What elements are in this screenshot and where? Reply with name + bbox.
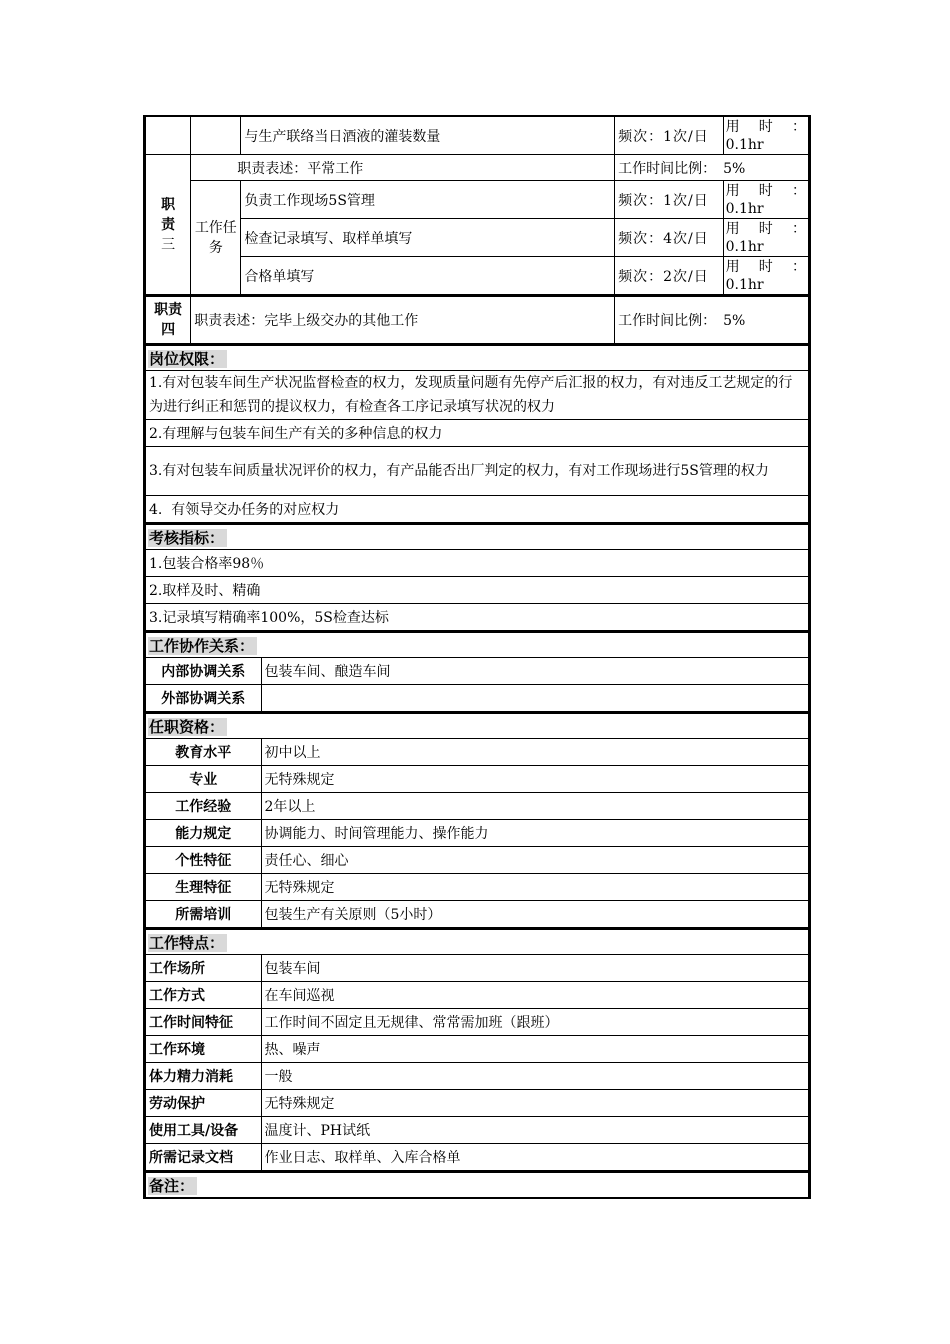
task-text: 检查记录填写、取样单填写 [241,219,615,257]
cooperation-value [261,685,808,712]
qualification-label: 个性特征 [146,847,262,874]
qualification-table [145,712,809,928]
duty4-table [145,295,809,344]
feature-label: 工作时间特征 [146,1009,262,1036]
duty4-statement: 职责表述：完毕上级交办的其他工作 [191,296,615,344]
task-row [146,219,809,257]
task-row [146,257,809,295]
remarks-table [145,1171,809,1199]
feature-value: 一般 [261,1063,808,1090]
qualification-label: 所需培训 [146,901,262,928]
job-description-document [143,115,811,1199]
duty3-statement: 职责表述：平常工作 [191,155,615,181]
prev-task-row [146,116,809,155]
qualification-label: 生理特征 [146,874,262,901]
authority-table [145,344,809,523]
duty3-statement-row [146,155,809,181]
qualification-value: 初中以上 [261,739,808,766]
authority-item: 4. 有领导交办任务的对应权力 [146,496,809,523]
qualification-value: 无特殊规定 [261,874,808,901]
feature-label: 工作环境 [146,1036,262,1063]
kpi-header: 考核指标： [146,524,809,550]
qualification-value: 无特殊规定 [261,766,808,793]
task-row [146,181,809,219]
qualification-label: 教育水平 [146,739,262,766]
kpi-item: 2.取样及时、精确 [146,577,809,604]
duty3-label: 职 责 三 [146,155,191,295]
qualification-value: 责任心、细心 [261,847,808,874]
feature-label: 使用工具/设备 [146,1117,262,1144]
authority-item: 1.有对包装车间生产状况监督检查的权力，发现质量问题有先停产后汇报的权力，有对违反工艺规定的行为进行纠正和惩罚的提议权力，有检查各工序记录填写状况的权力 [146,371,809,420]
task-time: 用 时 ： 0.1hr [723,257,808,295]
cooperation-header: 工作协作关系： [146,632,809,658]
qualification-header: 任职资格： [146,713,809,739]
features-header: 工作特点： [146,929,809,955]
qualification-value: 2年以上 [261,793,808,820]
task-time: 用 时 ： 0.1hr [723,219,808,257]
feature-label: 工作场所 [146,955,262,982]
task-frequency: 频次：4次/日 [615,219,723,257]
authority-header: 岗位权限： [146,345,809,371]
qualification-label: 专业 [146,766,262,793]
feature-label: 体力精力消耗 [146,1063,262,1090]
cooperation-label: 外部协调关系 [146,685,262,712]
feature-value: 无特殊规定 [261,1090,808,1117]
kpi-item: 3.记录填写精确率100%，5S检查达标 [146,604,809,631]
feature-label: 工作方式 [146,982,262,1009]
cooperation-label: 内部协调关系 [146,658,262,685]
task-frequency: 频次：1次/日 [615,181,723,219]
authority-item: 3.有对包装车间质量状况评价的权力，有产品能否出厂判定的权力，有对工作现场进行5S管理的权力 [146,447,809,496]
kpi-table [145,523,809,631]
kpi-item: 1.包装合格率98％ [146,550,809,577]
feature-value: 包装车间 [261,955,808,982]
remarks-header: 备注： [146,1172,809,1198]
duty-table [145,115,809,295]
qualification-value: 包装生产有关原则（5小时） [261,901,808,928]
duty4-time-ratio: 工作时间比例： 5% [615,296,809,344]
task-time: 用 时 ： 0.1hr [723,181,808,219]
task-text: 负责工作现场5S管理 [241,181,615,219]
duty4-label: 职责 四 [146,296,191,344]
cooperation-value: 包装车间、酿造车间 [261,658,808,685]
task-frequency: 频次：1次/日 [615,116,723,155]
feature-value: 工作时间不固定且无规律、常常需加班（跟班） [261,1009,808,1036]
feature-label: 劳动保护 [146,1090,262,1117]
features-table [145,928,809,1171]
task-time: 用 时 ： 0.1hr [723,116,808,155]
duty4-row [146,296,809,344]
feature-value: 温度计、PH试纸 [261,1117,808,1144]
work-task-label: 工作任务 [191,181,241,295]
task-frequency: 频次：2次/日 [615,257,723,295]
authority-item: 2.有理解与包装车间生产有关的多种信息的权力 [146,420,809,447]
task-text: 合格单填写 [241,257,615,295]
feature-value: 热、噪声 [261,1036,808,1063]
qualification-label: 工作经验 [146,793,262,820]
feature-value: 作业日志、取样单、入库合格单 [261,1144,808,1171]
qualification-value: 协调能力、时间管理能力、操作能力 [261,820,808,847]
task-text: 与生产联络当日酒液的灌装数量 [241,116,615,155]
duty3-time-ratio: 工作时间比例： 5% [615,155,809,181]
feature-value: 在车间巡视 [261,982,808,1009]
qualification-label: 能力规定 [146,820,262,847]
cooperation-table [145,631,809,712]
feature-label: 所需记录文档 [146,1144,262,1171]
